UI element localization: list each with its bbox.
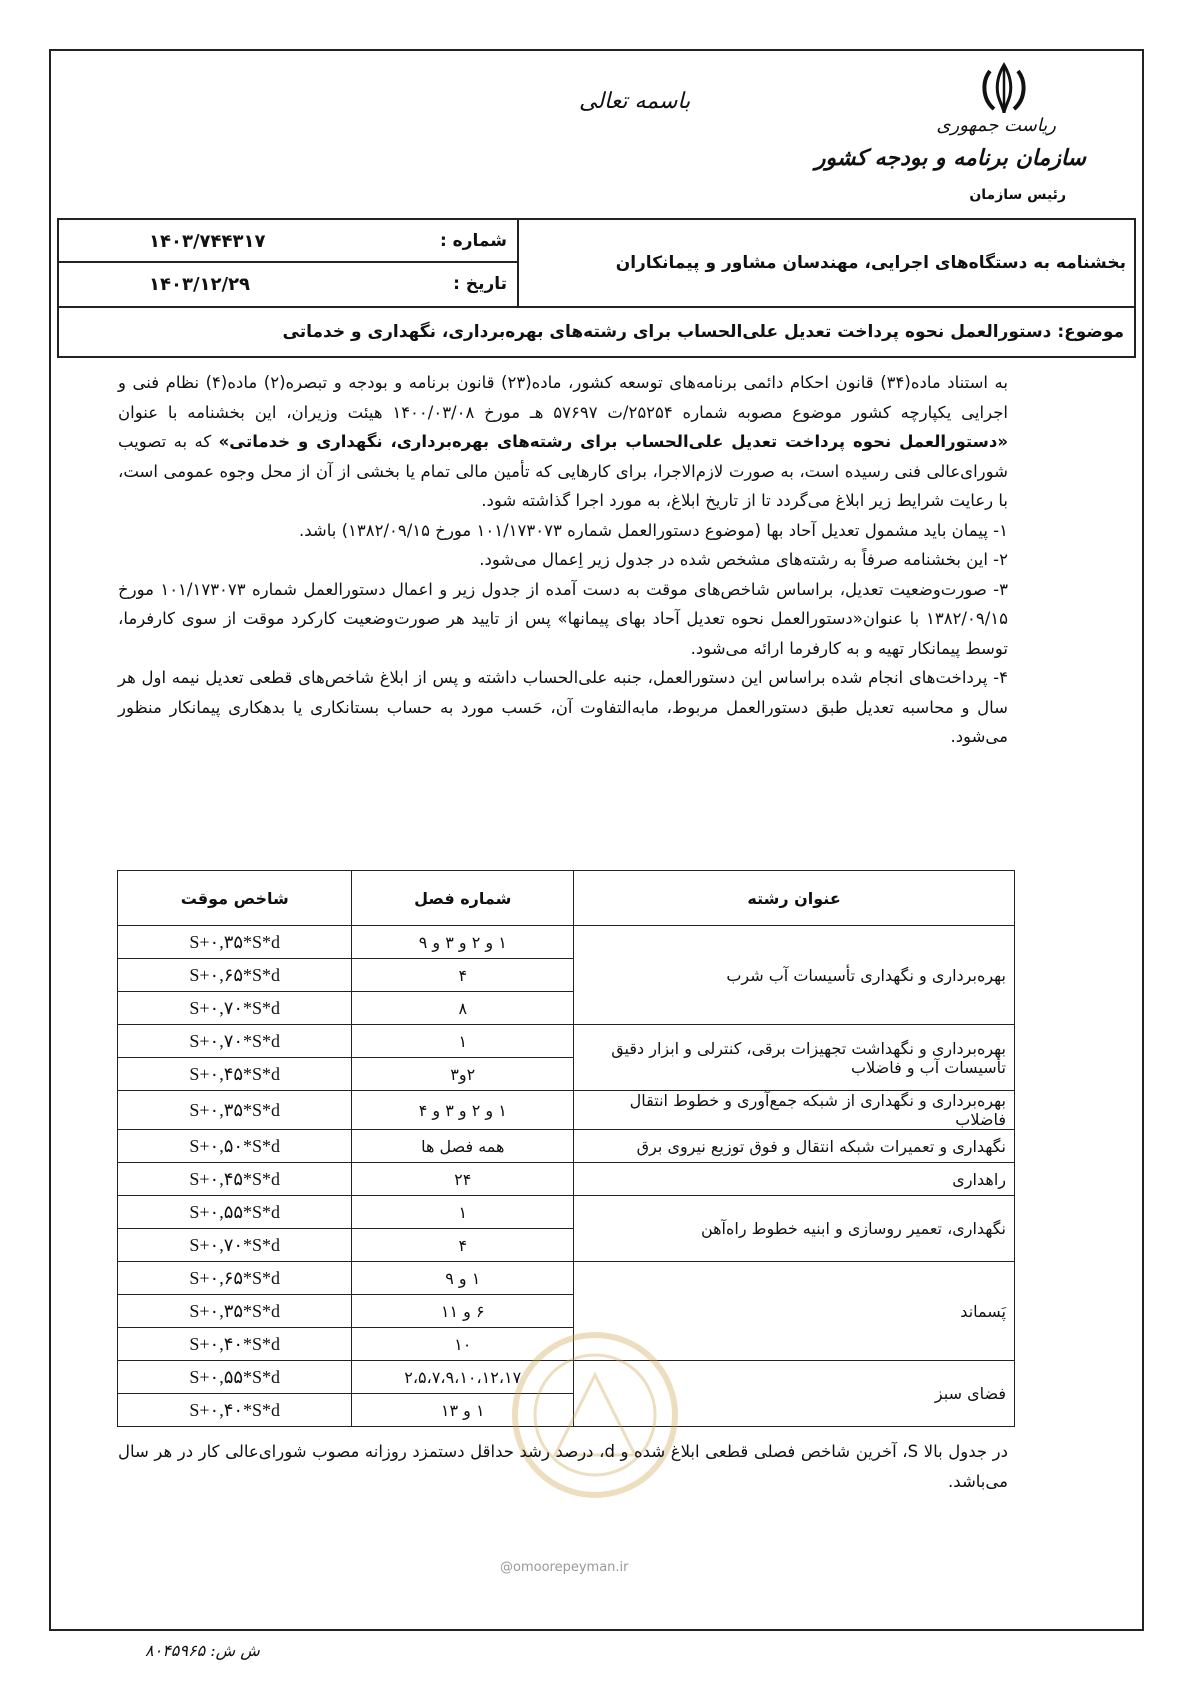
clause-2: ۲- این بخشنامه صرفاً به رشته‌های مشخص شده در جدول زیر اِعمال می‌شود.: [479, 550, 1008, 569]
watermark-seal-icon: [495, 1305, 695, 1565]
date-row: [59, 263, 517, 306]
temporary-index: S+۰,۷۰*S*d: [118, 1025, 352, 1058]
temporary-index: S+۰,۴۰*S*d: [118, 1328, 352, 1361]
recipients: بخشنامه به دستگاه‌های اجرایی، مهندسان مشاور و پیمانکاران: [615, 253, 1126, 273]
temporary-index: S+۰,۵۵*S*d: [118, 1361, 352, 1394]
temporary-index: S+۰,۵۵*S*d: [118, 1196, 352, 1229]
clause-1: ۱- پیمان باید مشمول تعدیل آحاد بها (موضوع دستورالعمل شماره ۱۰۱/۱۷۳۰۷۳ مورخ ۱۳۸۲/۰۹/۱۵) باشد.: [298, 520, 1008, 540]
discipline-title: بهره‌برداری و نگهداری تأسیسات آب شرب: [574, 926, 1015, 1025]
discipline-title: نگهداری، تعمیر روسازی و ابنیه خطوط راه‌آهن: [574, 1196, 1015, 1262]
header-title: عنوان رشته: [574, 871, 1015, 926]
temporary-index: S+۰,۴۵*S*d: [118, 1058, 352, 1091]
intro-text-cont: که به تصویب شورای‌عالی فنی رسیده است، به صورت لازم‌الاجرا، برای کارهایی که تأمین مالی تمام یا بخشی از آن از محل وجوه عمومی است، با رعایت شرایط زیر ابلاغ می‌گردد تا از تاریخ ابلاغ، به مورد اجرا گذاشته شود.: [118, 432, 1008, 510]
serial-number: ش ش: ۸۰۴۵۹۶۵: [145, 1641, 260, 1660]
iran-emblem-icon: [974, 61, 1034, 117]
table-row: [118, 1025, 1015, 1058]
date-label: تاریخ :: [453, 274, 507, 294]
temporary-index: S+۰,۶۵*S*d: [118, 959, 352, 992]
chapter-number: ۱ و ۲ و ۳ و ۴: [352, 1091, 574, 1130]
chapter-number: ۱ و ۹: [352, 1262, 574, 1295]
temporary-index: S+۰,۵۰*S*d: [118, 1130, 352, 1163]
temporary-index: S+۰,۴۵*S*d: [118, 1163, 352, 1196]
bismillah: باسمه تعالی: [579, 89, 691, 114]
chapter-number: ۲و۳: [352, 1058, 574, 1091]
chapter-number: همه فصل ها: [352, 1130, 574, 1163]
date-value: ۱۴۰۳/۱۲/۲۹: [149, 274, 251, 295]
discipline-title: فضای سبز: [574, 1361, 1015, 1427]
clause-4: ۴- پرداخت‌های انجام شده براساس این دستورالعمل، جنبه علی‌الحساب داشته و پس از ابلاغ شاخص‌های قطعی تعدیل نیمه اول هر سال و محاسبه تعدیل طبق دستورالعمل مربوط، مابه‌التفاوت آن، حَسب مورد به حساب بستانکاری یا بدهکاری پیمانکار منظور می‌شود.: [118, 668, 1008, 746]
org-line-head: رئیس سازمان: [969, 187, 1066, 203]
number-date-table: [59, 220, 519, 306]
org-line-organization: سازمان برنامه و بودجه کشور: [814, 145, 1086, 171]
discipline-title: بهره‌برداری و نگهداشت تجهیزات برقی، کنترلی و ابزار دقیق تأسیسات آب و فاضلاب: [574, 1025, 1015, 1091]
number-label: شماره :: [439, 231, 507, 251]
clause-3: ۳- صورت‌وضعیت تعدیل، براساس شاخص‌های موقت به دست آمده از جدول زیر و اعمال دستورالعمل شماره ۱۰۱/۱۷۳۰۷۳ مورخ ۱۳۸۲/۰۹/۱۵ با عنوان«دستورالعمل نحوه تعدیل آحاد بهای پیمانها» پس از تایید هر صورت‌وضعیت کارکرد موقت از سوی کارفرما، توسط پیمانکار تهیه و به کارفرما ارائه می‌شود.: [118, 579, 1008, 658]
chapter-number: ۴: [352, 959, 574, 992]
footnote-text: در جدول بالا S، آخرین شاخص فصلی قطعی ابلاغ شده و d، درصد رشد حداقل دستمزد روزانه مصوب شورای‌عالی کار در هر سال می‌باشد.: [118, 1442, 1008, 1491]
discipline-title: پَسماند: [574, 1262, 1015, 1361]
watermark-text: @omoorepeyman.ir: [500, 1560, 629, 1575]
table-row: [118, 1130, 1015, 1163]
temporary-index: S+۰,۳۵*S*d: [118, 1091, 352, 1130]
chapter-number: ۱: [352, 1196, 574, 1229]
number-value: ۱۴۰۳/۷۴۴۳۱۷: [149, 231, 266, 252]
discipline-title: راهداری: [574, 1163, 1015, 1196]
letterhead: [49, 49, 1144, 214]
intro-title: «دستورالعمل نحوه پرداخت تعدیل علی‌الحساب برای رشته‌های بهره‌برداری، نگهداری و خدماتی»: [218, 432, 1009, 451]
temporary-index: S+۰,۴۰*S*d: [118, 1394, 352, 1427]
chapter-number: ۸: [352, 992, 574, 1025]
temporary-index: S+۰,۳۵*S*d: [118, 926, 352, 959]
table-header-row: [118, 871, 1015, 926]
table-row: [118, 1091, 1015, 1130]
temporary-index: S+۰,۳۵*S*d: [118, 1295, 352, 1328]
chapter-number: ۱: [352, 1025, 574, 1058]
table-row: [118, 926, 1015, 959]
header-chapter: شماره فصل: [352, 871, 574, 926]
circular-info-box: [57, 218, 1136, 308]
temporary-index: S+۰,۷۰*S*d: [118, 992, 352, 1025]
header-index: شاخص موقت: [118, 871, 352, 926]
body-text: [118, 368, 1008, 752]
discipline-title: بهره‌برداری و نگهداری از شبکه جمع‌آوری و خطوط انتقال فاضلاب: [574, 1091, 1015, 1130]
temporary-index: S+۰,۶۵*S*d: [118, 1262, 352, 1295]
intro-paragraph: [118, 368, 1008, 516]
chapter-number: ۱ و ۲ و ۳ و ۹: [352, 926, 574, 959]
org-line-presidency: ریاست جمهوری: [936, 115, 1056, 136]
chapter-number: ۲۴: [352, 1163, 574, 1196]
table-row: [118, 1196, 1015, 1229]
chapter-number: ۱ و ۱۳: [352, 1394, 574, 1427]
chapter-number: ۶ و ۱۱: [352, 1295, 574, 1328]
footnote: [118, 1437, 1008, 1497]
intro-text: به استناد ماده(۳۴) قانون احکام دائمی برنامه‌های توسعه کشور، ماده(۲۳) قانون برنامه و بودجه و تبصره(۲) ماده(۴) نظام فنی و اجرایی یکپارچه کشور موضوع مصوبه شماره ۲۵۲۵۴/ت ۵۷۶۹۷ هـ مورخ ۱۴۰۰/۰۳/۰۸ هیئت وزیران، این بخشنامه با عنوان: [118, 373, 1008, 422]
table-row: [118, 1163, 1015, 1196]
chapter-number: ۲،۵،۷،۹،۱۰،۱۲،۱۷: [352, 1361, 574, 1394]
temporary-index: S+۰,۷۰*S*d: [118, 1229, 352, 1262]
table-row: [118, 1262, 1015, 1295]
discipline-title: نگهداری و تعمیرات شبکه انتقال و فوق توزیع نیروی برق: [574, 1130, 1015, 1163]
subject-line: موضوع: دستورالعمل نحوه پرداخت تعدیل علی‌الحساب برای رشته‌های بهره‌برداری، نگهداری و خدماتی: [57, 306, 1136, 358]
chapter-number: ۱۰: [352, 1328, 574, 1361]
chapter-number: ۴: [352, 1229, 574, 1262]
number-row: [59, 220, 517, 263]
